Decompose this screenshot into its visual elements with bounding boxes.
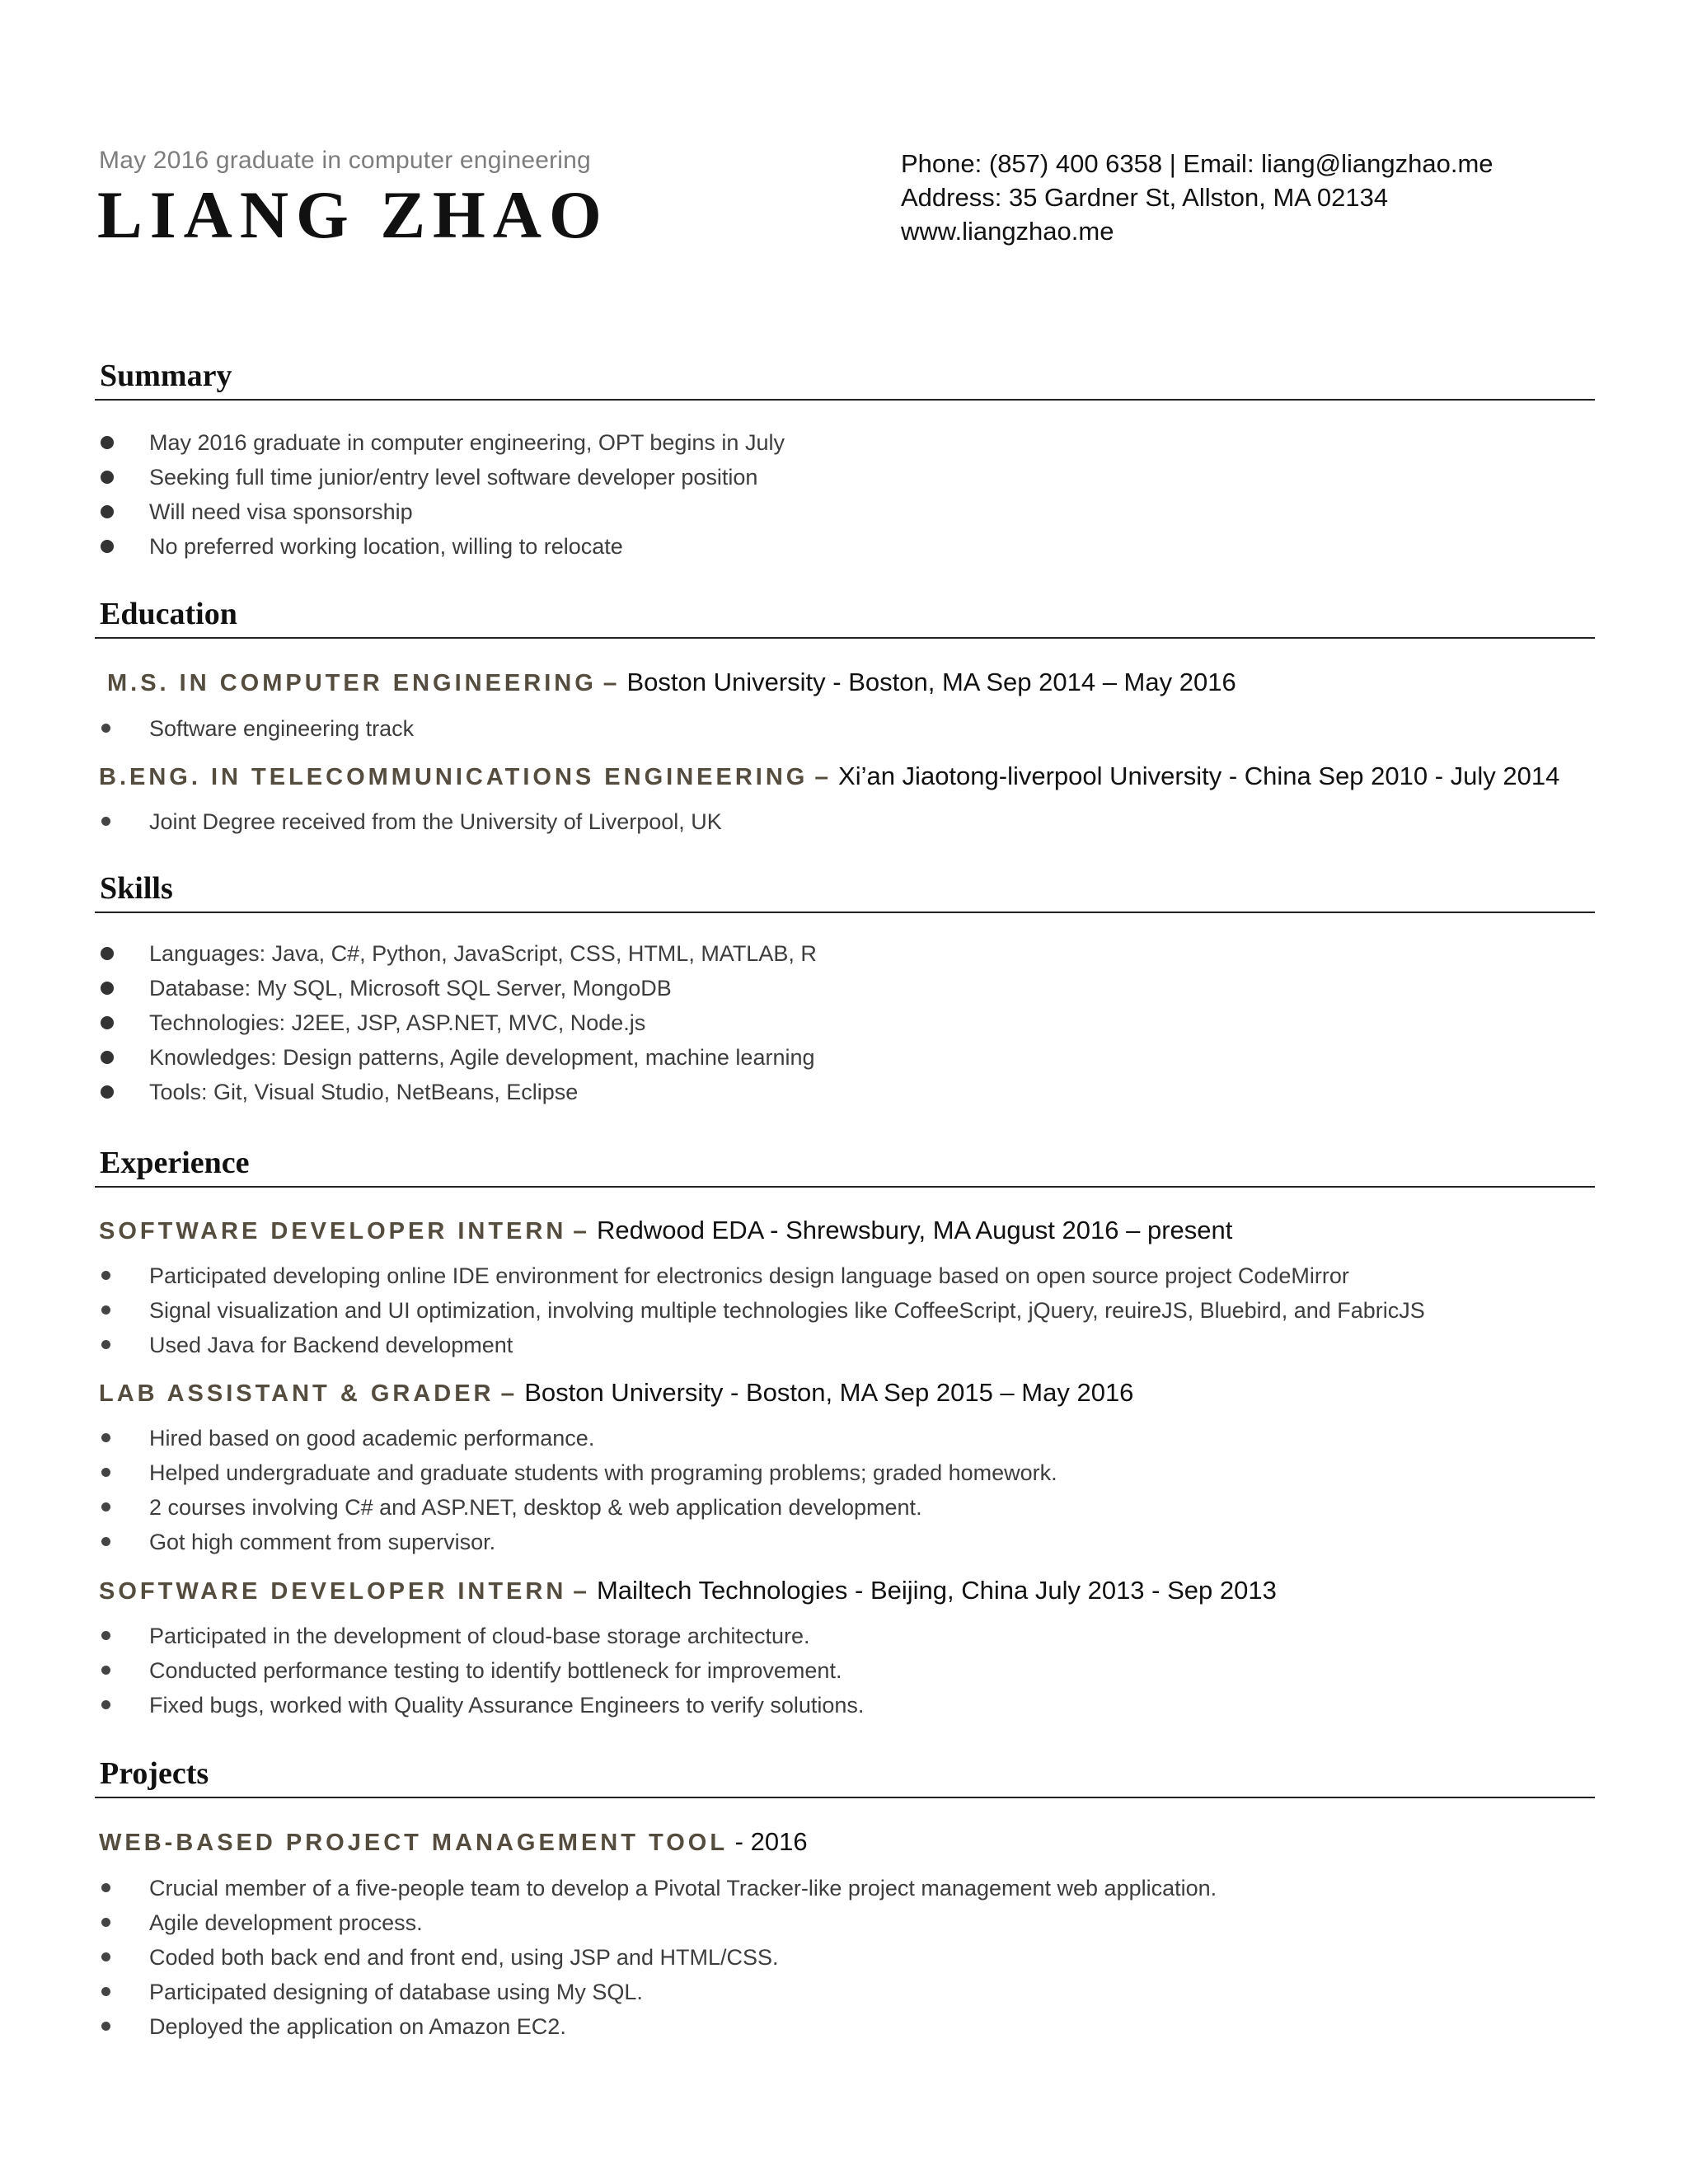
job-detail: Mailtech Technologies - Beijing, China July 2013 - Sep 2013 bbox=[596, 1576, 1277, 1605]
job-title: SOFTWARE DEVELOPER INTERN bbox=[99, 1578, 567, 1605]
summary-title: Summary bbox=[100, 359, 232, 393]
bullet-icon bbox=[101, 1700, 110, 1709]
list-item bbox=[99, 460, 785, 494]
list-item-text: Helped undergraduate and graduate students with programing problems; graded homework. bbox=[149, 1460, 1057, 1485]
bullet-icon bbox=[101, 1918, 110, 1927]
experience-mailtech-list bbox=[99, 1619, 864, 1722]
bullet-icon bbox=[101, 505, 114, 518]
skills-title: Skills bbox=[100, 871, 173, 906]
bullet-icon bbox=[101, 1340, 110, 1349]
list-item-text: Knowledges: Design patterns, Agile development, machine learning bbox=[149, 1045, 815, 1070]
list-item-text: Database: My SQL, Microsoft SQL Server, MongoDB bbox=[149, 976, 672, 1001]
list-item bbox=[99, 1005, 817, 1040]
job-title: SOFTWARE DEVELOPER INTERN bbox=[99, 1218, 567, 1244]
experience-redwood-list bbox=[99, 1258, 1425, 1362]
degree-detail: Boston University - Boston, MA Sep 2014 – May 2016 bbox=[626, 668, 1236, 696]
list-item bbox=[99, 1421, 1057, 1455]
list-item-text: Seeking full time junior/entry level software developer position bbox=[149, 465, 758, 490]
experience-heading bbox=[95, 1145, 1595, 1188]
list-item-text: Used Java for Backend development bbox=[149, 1333, 513, 1357]
experience-entry-mailtech bbox=[99, 1574, 1277, 1612]
list-item bbox=[99, 936, 817, 971]
list-item bbox=[99, 1653, 864, 1688]
list-item bbox=[99, 1525, 1057, 1559]
list-item bbox=[99, 1293, 1425, 1328]
bullet-icon bbox=[101, 1987, 110, 1996]
list-item-text: Will need visa sponsorship bbox=[149, 499, 413, 524]
education-entry-ms bbox=[107, 666, 1236, 704]
bullet-icon bbox=[101, 1952, 110, 1961]
project-name: WEB-BASED PROJECT MANAGEMENT TOOL bbox=[99, 1830, 729, 1856]
education-entry-beng bbox=[99, 760, 1559, 798]
degree-title: B.ENG. IN TELECOMMUNICATIONS ENGINEERING bbox=[99, 764, 809, 790]
bullet-icon bbox=[101, 1271, 110, 1280]
list-item bbox=[99, 804, 722, 839]
projects-heading bbox=[95, 1755, 1595, 1798]
list-item-text: Got high comment from supervisor. bbox=[149, 1530, 496, 1554]
entry-dash: – bbox=[814, 763, 829, 790]
list-item bbox=[99, 1040, 817, 1075]
bullet-icon bbox=[101, 982, 114, 995]
list-item bbox=[99, 425, 785, 460]
list-item-text: Agile development process. bbox=[149, 1910, 423, 1935]
bullet-icon bbox=[101, 2022, 110, 2031]
list-item-text: 2 courses involving C# and ASP.NET, desktop & web application development. bbox=[149, 1495, 922, 1520]
bullet-icon bbox=[101, 1468, 110, 1477]
job-title: LAB ASSISTANT & GRADER bbox=[99, 1380, 495, 1407]
education-heading bbox=[95, 596, 1595, 639]
list-item bbox=[99, 1258, 1425, 1293]
contact-block bbox=[901, 147, 1493, 248]
entry-dash: – bbox=[573, 1217, 587, 1244]
contact-address: Address: 35 Gardner St, Allston, MA 02134 bbox=[901, 183, 1389, 212]
list-item-text: Software engineering track bbox=[149, 716, 415, 741]
education-title: Education bbox=[100, 597, 237, 631]
bullet-icon bbox=[101, 1085, 114, 1099]
entry-dash: – bbox=[603, 669, 617, 696]
bullet-icon bbox=[101, 1051, 114, 1064]
list-item-text: Participated designing of database using My SQL. bbox=[149, 1980, 643, 2004]
list-item bbox=[99, 2009, 1217, 2044]
candidate-name: LIANG ZHAO bbox=[97, 177, 609, 252]
list-item-text: Technologies: J2EE, JSP, ASP.NET, MVC, Node.js bbox=[149, 1010, 646, 1035]
list-item-text: Languages: Java, C#, Python, JavaScript, CSS, HTML, MATLAB, R bbox=[149, 941, 817, 966]
list-item-text: Signal visualization and UI optimization, involving multiple technologies like CoffeeScript, jQuery, reuireJS, Bluebird, and FabricJS bbox=[149, 1298, 1425, 1323]
summary-list bbox=[99, 425, 785, 564]
bullet-icon bbox=[101, 436, 114, 449]
bullet-icon bbox=[101, 1502, 110, 1511]
list-item-text: May 2016 graduate in computer engineering, OPT begins in July bbox=[149, 430, 785, 455]
list-item-text: Participated developing online IDE environment for electronics design language based on open source project CodeMirror bbox=[149, 1263, 1349, 1288]
list-item bbox=[99, 494, 785, 529]
list-item-text: Crucial member of a five-people team to develop a Pivotal Tracker-like project management web application. bbox=[149, 1876, 1217, 1900]
list-item bbox=[99, 971, 817, 1005]
experience-entry-bu bbox=[99, 1376, 1133, 1414]
job-detail: Boston University - Boston, MA Sep 2015 – May 2016 bbox=[524, 1378, 1134, 1407]
degree-title: M.S. IN COMPUTER ENGINEERING bbox=[107, 670, 597, 696]
bullet-icon bbox=[101, 1305, 110, 1315]
bullet-icon bbox=[101, 1631, 110, 1640]
contact-website: www.liangzhao.me bbox=[901, 217, 1114, 246]
bullet-icon bbox=[101, 1537, 110, 1546]
list-item-text: Fixed bugs, worked with Quality Assurance Engineers to verify solutions. bbox=[149, 1693, 865, 1718]
list-item bbox=[99, 711, 414, 746]
list-item-text: Tools: Git, Visual Studio, NetBeans, Eclipse bbox=[149, 1080, 579, 1104]
list-item bbox=[99, 1975, 1217, 2009]
entry-dash: – bbox=[573, 1577, 587, 1605]
list-item-text: Conducted performance testing to identify bottleneck for improvement. bbox=[149, 1658, 842, 1683]
list-item bbox=[99, 1455, 1057, 1490]
list-item bbox=[99, 1490, 1057, 1525]
bullet-icon bbox=[101, 724, 110, 733]
bullet-icon bbox=[101, 1433, 110, 1442]
bullet-icon bbox=[101, 471, 114, 484]
experience-title: Experience bbox=[100, 1146, 250, 1180]
list-item bbox=[99, 529, 785, 564]
list-item bbox=[99, 1075, 817, 1109]
experience-bu-list bbox=[99, 1421, 1057, 1559]
degree-detail: Xi’an Jiaotong-liverpool University - China Sep 2010 - July 2014 bbox=[838, 762, 1560, 790]
list-item-text: Deployed the application on Amazon EC2. bbox=[149, 2014, 566, 2039]
list-item bbox=[99, 1871, 1217, 1905]
list-item bbox=[99, 1940, 1217, 1975]
list-item-text: Coded both back end and front end, using JSP and HTML/CSS. bbox=[149, 1945, 779, 1970]
list-item-text: No preferred working location, willing to relocate bbox=[149, 534, 623, 559]
education-beng-list bbox=[99, 804, 722, 839]
list-item bbox=[99, 1688, 864, 1722]
project-entry bbox=[99, 1825, 808, 1863]
bullet-icon bbox=[101, 1016, 114, 1029]
job-detail: Redwood EDA - Shrewsbury, MA August 2016 – present bbox=[596, 1216, 1233, 1244]
list-item bbox=[99, 1328, 1425, 1362]
bullet-icon bbox=[101, 1666, 110, 1675]
skills-heading bbox=[95, 870, 1595, 913]
entry-dash: – bbox=[500, 1380, 515, 1407]
bullet-icon bbox=[101, 1883, 110, 1892]
project-year: - 2016 bbox=[728, 1827, 808, 1856]
bullet-icon bbox=[101, 817, 110, 826]
education-ms-list bbox=[99, 711, 414, 746]
project-list bbox=[99, 1871, 1217, 2044]
list-item-text: Participated in the development of cloud-base storage architecture. bbox=[149, 1624, 810, 1648]
summary-heading bbox=[95, 358, 1595, 401]
list-item bbox=[99, 1905, 1217, 1940]
header-tagline: May 2016 graduate in computer engineering bbox=[99, 147, 591, 174]
list-item-text: Joint Degree received from the University of Liverpool, UK bbox=[149, 809, 722, 834]
contact-phone-email: Phone: (857) 400 6358 | Email: liang@liangzhao.me bbox=[901, 149, 1493, 178]
experience-entry-redwood bbox=[99, 1214, 1232, 1252]
bullet-icon bbox=[101, 540, 114, 553]
skills-list bbox=[99, 936, 817, 1109]
projects-title: Projects bbox=[100, 1756, 209, 1791]
bullet-icon bbox=[101, 947, 114, 960]
list-item bbox=[99, 1619, 864, 1653]
list-item-text: Hired based on good academic performance. bbox=[149, 1426, 595, 1451]
